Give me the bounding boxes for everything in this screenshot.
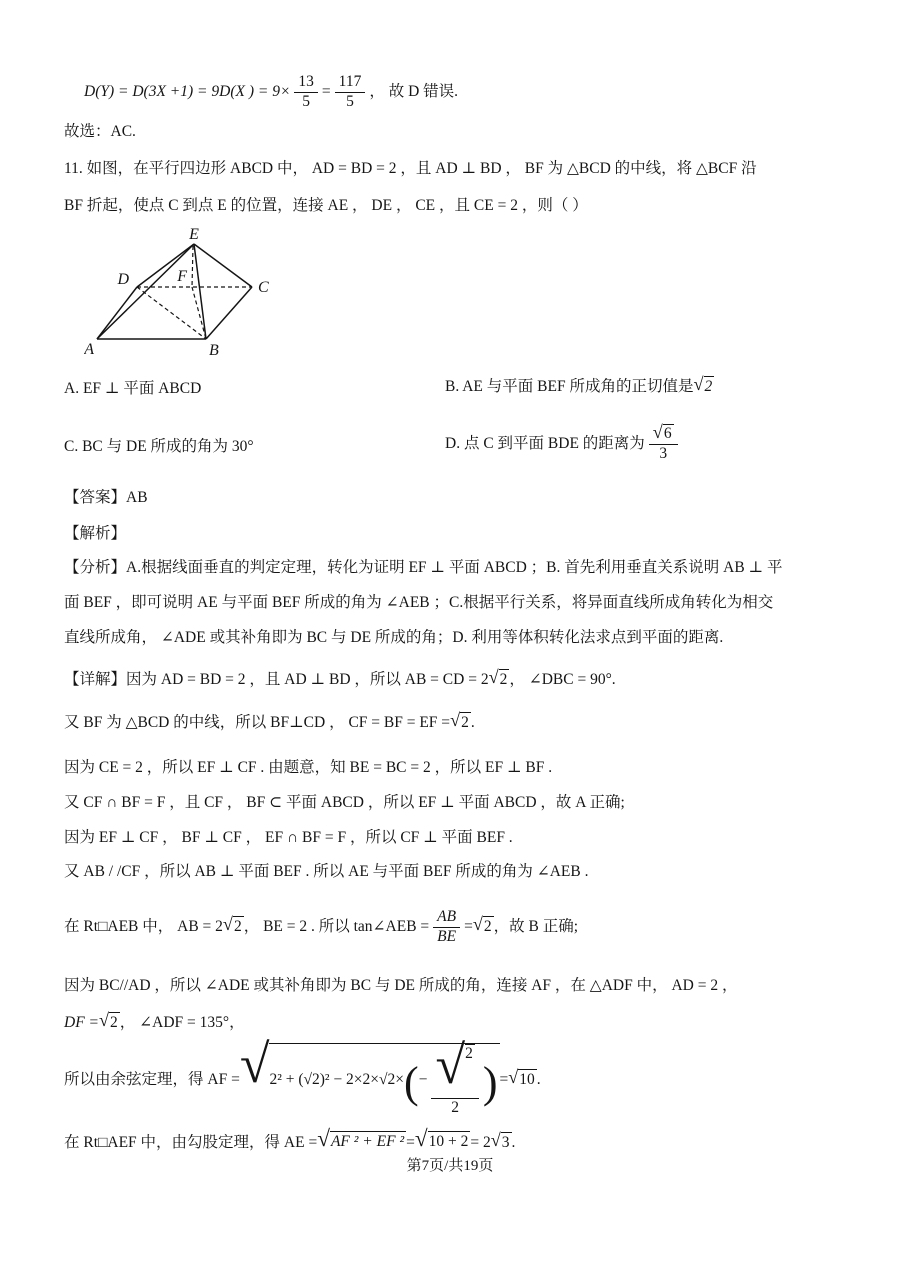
- detail-text: 因为 CE = 2 ，所以 EF ⊥ CF . 由题意，知 BE = BC = 2 ，所以 EF ⊥ BF .: [64, 759, 553, 776]
- fenxi-line-1: [64, 558, 783, 579]
- radical-sign: √: [472, 914, 483, 935]
- fraction-denominator: BE: [437, 927, 457, 945]
- fraction-AB-BE: [433, 908, 460, 946]
- vertex-label-E: E: [189, 226, 199, 243]
- radicand: 2: [233, 916, 244, 938]
- radicand: 10 + 2: [428, 1131, 471, 1153]
- option-B-text: B. AE 与平面 BEF 所成角的正切值是: [445, 377, 694, 395]
- radicand: AF ² + EF ²: [330, 1131, 406, 1153]
- open-paren: (: [404, 1057, 419, 1107]
- fraction-denominator: 2: [451, 1098, 460, 1116]
- radical-sign: √: [239, 1033, 270, 1094]
- sqrt-6: [653, 424, 674, 444]
- answer-value: AB: [126, 489, 148, 506]
- jiexi-label: 【解析】: [64, 525, 127, 542]
- option-A-text: A. EF ⊥ 平面 ABCD: [64, 380, 202, 397]
- fraction-sqrt2-2: [431, 1034, 478, 1118]
- vertex-label-D: D: [117, 271, 129, 288]
- radical-sign: √: [488, 667, 499, 687]
- radicand: 10: [518, 1069, 537, 1091]
- solid-edges: [97, 244, 252, 339]
- equals-sign: =: [406, 1133, 415, 1151]
- minus-sign: −: [418, 1071, 428, 1089]
- dashed-edges: [137, 246, 252, 339]
- option-D-text: D. 点 C 到平面 BDE 的距离为: [445, 434, 645, 452]
- radicand: 2: [704, 376, 715, 398]
- fraction-denominator: 3: [659, 445, 668, 462]
- page-footer: [0, 1154, 900, 1175]
- detail-text: ， BE = 2 . 所以 tan∠AEB =: [243, 917, 430, 935]
- fraction-13-5: [294, 73, 318, 111]
- radical-sign: √: [222, 914, 233, 935]
- detail-text: 所以由余弦定理，得 AF =: [64, 1070, 240, 1088]
- detail-text: DF =: [64, 1013, 99, 1031]
- radicand: 3: [501, 1132, 512, 1154]
- radical-sign: √: [693, 374, 704, 394]
- sqrt-2: [450, 712, 471, 734]
- radical-sign: √: [652, 422, 663, 443]
- question-11-stem-line-1: [64, 159, 757, 180]
- answer-label: 【答案】: [64, 489, 127, 506]
- fraction-numerator: 13: [294, 73, 318, 93]
- radicand: 2: [109, 1012, 120, 1034]
- question-11-stem-line-2: [64, 196, 588, 217]
- sqrt-AF2-EF2: [317, 1126, 406, 1154]
- vertex-label-A: A: [84, 341, 94, 358]
- equals-sign: =: [464, 917, 473, 935]
- detail-text: ，故 B 正确;: [493, 917, 579, 935]
- detail-text: 又 BF 为 △BCD 的中线，所以 BF⊥CD ， CF = BF = EF =: [64, 713, 451, 731]
- fraction-denominator: 5: [346, 92, 354, 110]
- page-number: 第7页/共19页: [406, 1158, 494, 1174]
- detail-line-7: [64, 898, 578, 956]
- equals-sign: = 2: [470, 1133, 491, 1151]
- detail-line-3: [64, 758, 552, 779]
- prev-answer-choice-line: [64, 122, 136, 143]
- radical-sign: √: [435, 1034, 466, 1095]
- jiexi-line: [64, 524, 126, 545]
- stem-text: 11. 如图，在平行四边形 ABCD 中， AD = BD = 2 ，且 AD ⊥ BD ， BF 为 △BCD 的中线，将 △BCF 沿: [64, 160, 757, 177]
- fenxi-line-2: [64, 593, 773, 614]
- radicand: 2: [460, 712, 471, 734]
- detail-text: 在 Rt□AEB 中， AB = 2: [64, 917, 223, 935]
- detail-text: ， ∠DBC = 90°.: [509, 670, 616, 688]
- detail-text: .: [511, 1133, 516, 1151]
- vertex-label-B: B: [209, 342, 219, 359]
- detail-text: .: [536, 1070, 541, 1088]
- formula-conclusion: ， 故 D 错误.: [369, 82, 459, 100]
- detail-line-2: [64, 712, 475, 734]
- fraction-sqrt6-3: [649, 424, 678, 463]
- radical-sign: √: [508, 1067, 519, 1088]
- option-A: [64, 379, 201, 400]
- radical-sign: √: [99, 1010, 110, 1030]
- option-C: [64, 437, 254, 458]
- fraction-numerator: [649, 424, 678, 445]
- radicand: 2: [483, 916, 494, 938]
- option-D: [445, 414, 682, 474]
- detail-text: .: [470, 713, 475, 731]
- detail-line-4: [64, 793, 625, 814]
- fraction-denominator: 5: [302, 92, 311, 110]
- sqrt-3: [491, 1132, 512, 1154]
- sqrt-10: [508, 1069, 537, 1091]
- detail-text: 在 Rt□AEF 中，由勾股定理，得 AE =: [64, 1133, 318, 1151]
- radicand: 2: [499, 669, 510, 691]
- fenxi-text: 面 BEF ，即可说明 AE 与平面 BEF 所成的角为 ∠AEB ；C.根据平行关系，将异面直线所成角转化为相交: [64, 594, 774, 611]
- fraction-numerator: AB: [433, 908, 460, 928]
- option-B: [445, 376, 714, 398]
- detail-line-8: [64, 976, 737, 997]
- equals-sign: =: [321, 82, 331, 100]
- radicand: [269, 1034, 499, 1118]
- formula-text: D(Y) = D(3X +1) = 9D(X ) = 9×: [84, 82, 291, 100]
- vertex-label-F: F: [177, 268, 187, 285]
- detail-text: 又 AB / /CF ，所以 AB ⊥ 平面 BEF . 所以 AE 与平面 BEF 所成的角为 ∠AEB .: [64, 863, 589, 880]
- detail-text: 因为 BC//AD ，所以 ∠ADE 或其补角即为 BC 与 DE 所成的角，连接 AF ，在 △ADF 中， AD = 2 ，: [64, 977, 738, 994]
- geometry-figure: [84, 226, 280, 371]
- detail-line-6: [64, 862, 588, 883]
- choice-text: 故选：AC.: [64, 123, 136, 140]
- pyramid-diagram: [84, 226, 280, 366]
- radicand-text: 2² + (√2)² − 2×2×√2×: [269, 1071, 405, 1089]
- radical-sign: √: [490, 1130, 501, 1151]
- answer-line: [64, 488, 148, 509]
- stem-text: BF 折起，使点 C 到点 E 的位置，连接 AE ， DE ， CE ，且 CE = 2 ，则（ ）: [64, 197, 588, 214]
- detail-text: 又 CF ∩ BF = F ，且 CF ， BF ⊂ 平面 ABCD ，所以 EF ⊥ 平面 ABCD ，故 A 正确;: [64, 794, 625, 811]
- sqrt-2: [489, 669, 510, 691]
- radicand: 6: [663, 425, 672, 443]
- big-square-root: [239, 1033, 500, 1118]
- sqrt-10-plus-2: [414, 1126, 471, 1154]
- sqrt-2: [693, 376, 714, 398]
- radical-sign: √: [450, 710, 461, 730]
- prev-problem-formula-line: [84, 66, 458, 118]
- fraction-numerator: 117: [335, 73, 366, 93]
- radicand: 2: [465, 1044, 473, 1062]
- radical-sign: √: [317, 1126, 330, 1153]
- fenxi-text: 【分析】A.根据线面垂直的判定定理，转化为证明 EF ⊥ 平面 ABCD ；B. 首先利用垂直关系说明 AB ⊥ 平: [64, 559, 783, 576]
- detail-line-1: [64, 669, 616, 691]
- sqrt-2: [223, 916, 244, 938]
- detail-text: 【详解】因为 AD = BD = 2 ，且 AD ⊥ BD ，所以 AB = CD = 2: [64, 670, 489, 688]
- vertex-label-C: C: [258, 279, 269, 296]
- fenxi-line-3: [64, 628, 723, 649]
- detail-text: ， ∠ADF = 135°，: [119, 1013, 245, 1031]
- fraction-numerator: [431, 1034, 478, 1099]
- detail-line-5: [64, 828, 513, 849]
- sqrt-2: [473, 916, 494, 938]
- detail-line-10: [64, 1033, 541, 1116]
- sqrt-2: [435, 1034, 474, 1098]
- fraction-117-5: [335, 73, 366, 111]
- sqrt-2: [99, 1012, 120, 1034]
- detail-line-9: [64, 1012, 245, 1034]
- fenxi-text: 直线所成角， ∠ADE 或其补角即为 BC 与 DE 所成的角；D. 利用等体积转化法求点到平面的距离.: [64, 629, 724, 646]
- close-paren: ): [482, 1057, 498, 1107]
- radical-sign: √: [414, 1126, 428, 1153]
- option-C-text: C. BC 与 DE 所成的角为 30°: [64, 438, 254, 455]
- detail-text: 因为 EF ⊥ CF ， BF ⊥ CF ， EF ∩ BF = F ，所以 CF ⊥ 平面 BEF .: [64, 829, 513, 846]
- equals-sign: =: [499, 1070, 509, 1088]
